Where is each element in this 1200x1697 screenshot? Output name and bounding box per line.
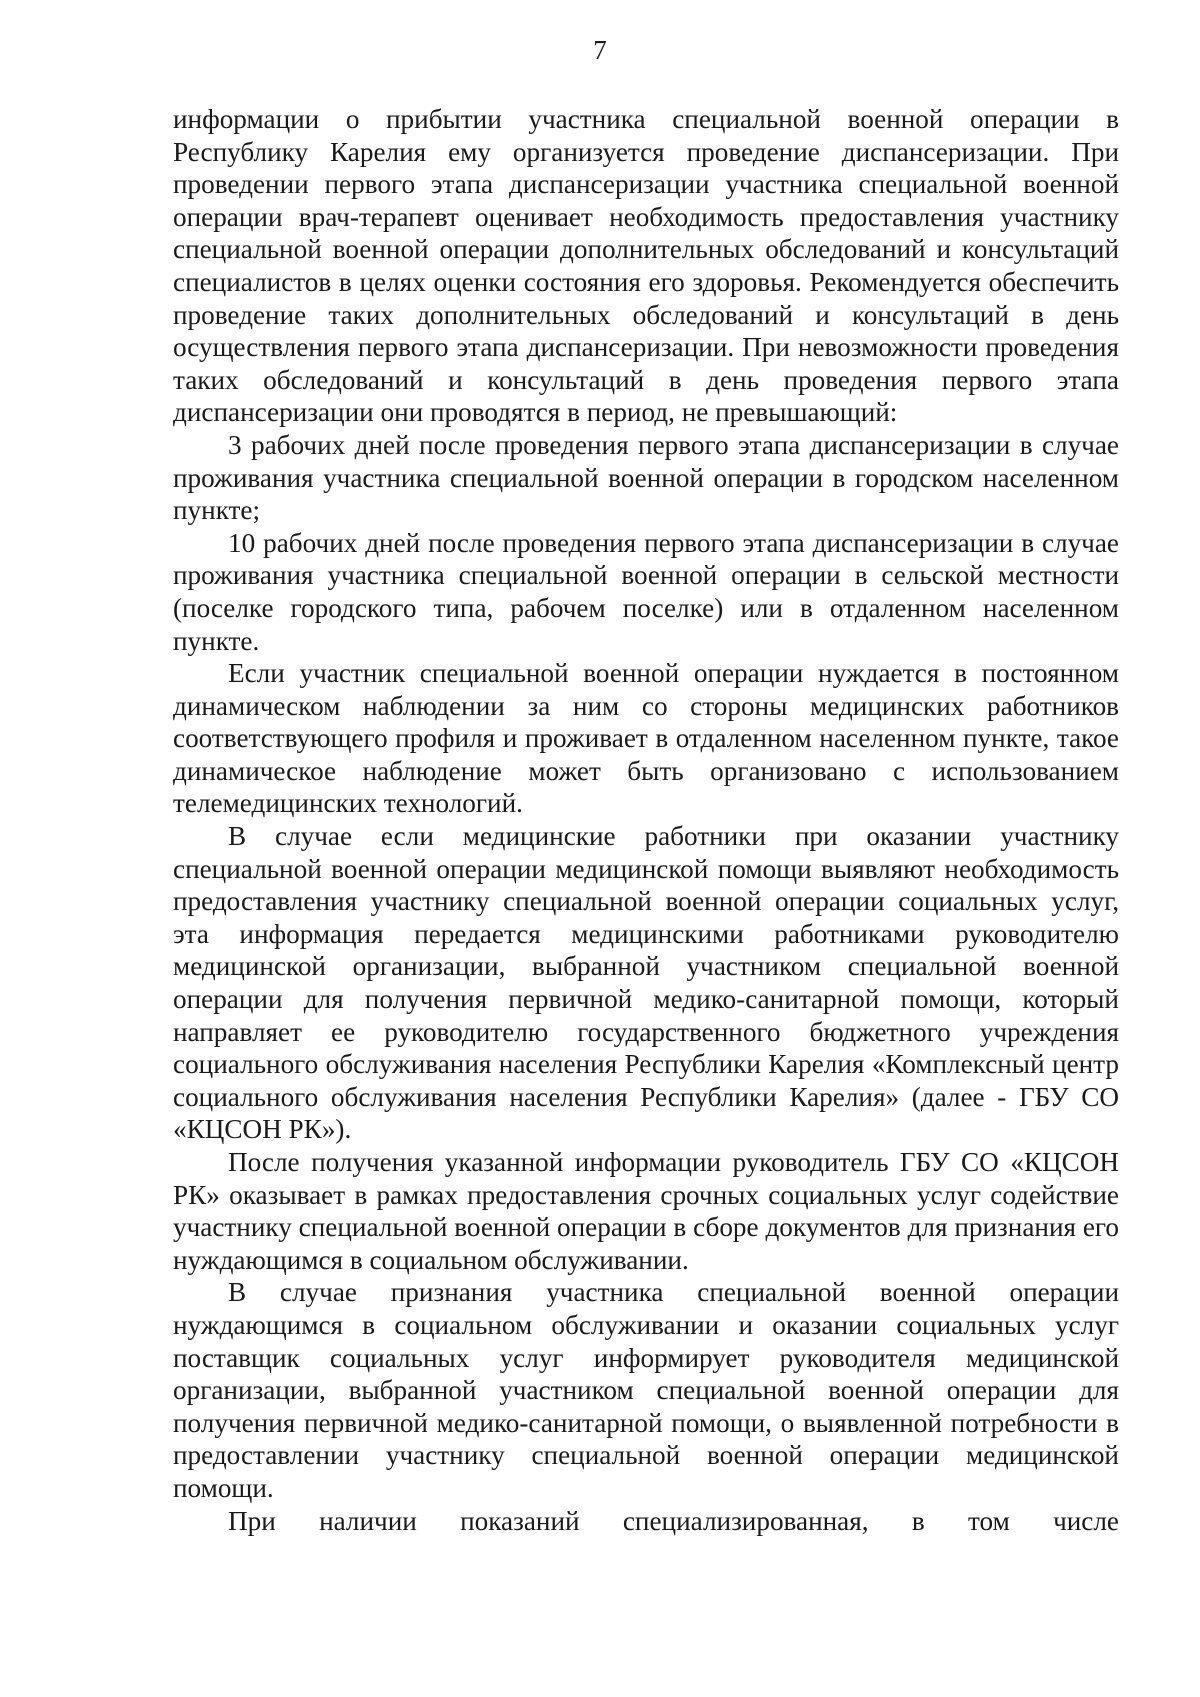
paragraph: В случае признания участника специальной военной операции нуждающимся в социальном обслуживании и оказании социальных услуг поставщик социальных услуг информирует руководителя медицинской организации, выбранной участником специальной военной операции для получения первичной медико-санитарной помощи, о выявленной потребности в предоставлении участнику специальной военной операции медицинской помощи. xyxy=(173,1277,1119,1503)
paragraph: После получения указанной информации руководитель ГБУ СО «КЦСОН РК» оказывает в рамках предоставления срочных социальных услуг содействие участнику специальной военной операции в сборе документов для признания его нуждающимся в социальном обслуживании. xyxy=(173,1147,1119,1275)
paragraph: информации о прибытии участника специальной военной операции в Республику Карелия ему организуется проведение диспансеризации. При проведении первого этапа диспансеризации участника специальной военной операции врач-терапевт оценивает необходимость предоставления участнику специальной военной операции дополнительных обследований и консультаций специалистов в целях оценки состояния его здоровья. Рекомендуется обеспечить проведение таких дополнительных обследований и консультаций в день осуществления первого этапа диспансеризации. При невозможности проведения таких обследований и консультаций в день проведения первого этапа диспансеризации они проводятся в период, не превышающий: xyxy=(173,104,1119,428)
paragraph: 3 рабочих дней после проведения первого этапа диспансеризации в случае проживания участника специальной военной операции в городском населенном пункте; xyxy=(173,429,1119,526)
paragraph: 10 рабочих дней после проведения первого этапа диспансеризации в случае проживания участника специальной военной операции в сельской местности (поселке городского типа, рабочем поселке) или в отдаленном населенном пункте. xyxy=(173,527,1119,656)
document-body xyxy=(173,103,1119,1537)
page-number: 7 xyxy=(593,35,607,65)
paragraph: В случае если медицинские работники при оказании участнику специальной военной операции медицинской помощи выявляют необходимость предоставления участнику специальной военной операции социальных услуг, эта информация передается медицинскими работниками руководителю медицинской организации, выбранной участником специальной военной операции для получения первичной медико-санитарной помощи, который направляет ее руководителю государственного бюджетного учреждения социального обслуживания населения Республики Карелия «Комплексный центр социального обслуживания населения Республики Карелия» (далее - ГБУ СО «КЦСОН РК»). xyxy=(173,821,1119,1145)
paragraph: При наличии показаний специализированная, в том числе xyxy=(228,1505,1119,1536)
paragraph: Если участник специальной военной операции нуждается в постоянном динамическом наблюдении за ним со стороны медицинских работников соответствующего профиля и проживает в отдаленном населенном пункте, такое динамическое наблюдение может быть организовано с использованием телемедицинских технологий. xyxy=(173,658,1119,819)
